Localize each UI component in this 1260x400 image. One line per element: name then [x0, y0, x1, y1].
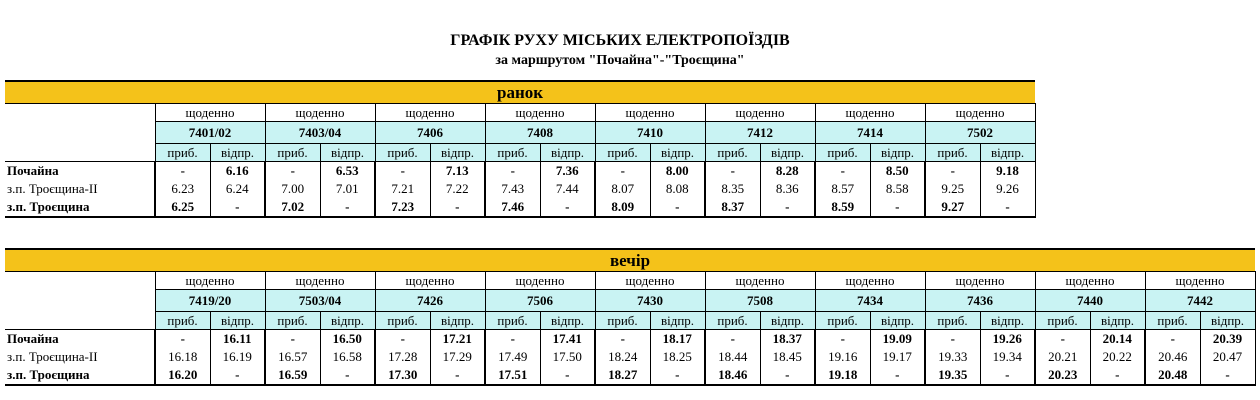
frequency-cell: щоденно — [925, 104, 1035, 122]
departure-time: 20.14 — [1090, 330, 1145, 349]
train-number-cell: 7410 — [595, 122, 705, 144]
arrival-time: 7.02 — [265, 198, 320, 217]
arrival-label: приб. — [1145, 312, 1200, 330]
departure-time: 8.00 — [650, 162, 705, 181]
frequency-cell: щоденно — [595, 272, 705, 290]
arrival-time: - — [595, 162, 650, 181]
arrival-label: приб. — [485, 312, 540, 330]
departure-label: відпр. — [870, 312, 925, 330]
morning-band-row — [5, 81, 1035, 104]
arrival-time: 7.23 — [375, 198, 430, 217]
departure-label: відпр. — [980, 144, 1035, 162]
departure-label: відпр. — [430, 144, 485, 162]
evening-heading: вечір — [5, 249, 1255, 272]
arrival-time: 16.57 — [265, 348, 320, 366]
departure-time: 17.41 — [540, 330, 595, 349]
morning-train-label-cell — [5, 122, 155, 144]
arrival-time: - — [815, 330, 870, 349]
departure-time: - — [870, 366, 925, 385]
arrival-time: 6.25 — [155, 198, 210, 217]
arrival-time: - — [925, 330, 980, 349]
departure-time: - — [540, 366, 595, 385]
arrival-time: 20.21 — [1035, 348, 1090, 366]
departure-time: - — [870, 198, 925, 217]
departure-label: відпр. — [320, 144, 375, 162]
departure-time: 19.26 — [980, 330, 1035, 349]
train-number-cell: 7442 — [1145, 290, 1255, 312]
arrival-time: 17.51 — [485, 366, 540, 385]
arrival-time: - — [375, 162, 430, 181]
departure-time: 7.01 — [320, 180, 375, 198]
evening-band-row — [5, 249, 1255, 272]
arrival-time: 19.35 — [925, 366, 980, 385]
train-number-cell: 7403/04 — [265, 122, 375, 144]
arrival-time: 17.49 — [485, 348, 540, 366]
arrival-time: 20.46 — [1145, 348, 1200, 366]
arrival-time: 20.23 — [1035, 366, 1090, 385]
departure-time: 17.50 — [540, 348, 595, 366]
departure-label: відпр. — [650, 312, 705, 330]
arrival-time: 16.59 — [265, 366, 320, 385]
arrival-time: 8.37 — [705, 198, 760, 217]
departure-time: 18.45 — [760, 348, 815, 366]
arrival-label: приб. — [1035, 312, 1090, 330]
departure-time: - — [760, 198, 815, 217]
departure-time: 19.34 — [980, 348, 1035, 366]
departure-time: - — [430, 198, 485, 217]
arrival-time: - — [925, 162, 980, 181]
evening-row-troieshchyna2 — [5, 348, 1255, 366]
departure-time: - — [430, 366, 485, 385]
arrival-time: 16.20 — [155, 366, 210, 385]
arrival-time: 9.27 — [925, 198, 980, 217]
arrival-label: приб. — [925, 144, 980, 162]
frequency-cell: щоденно — [485, 104, 595, 122]
morning-schedule-table — [5, 80, 1036, 218]
arrival-time: 19.16 — [815, 348, 870, 366]
frequency-cell: щоденно — [925, 272, 1035, 290]
departure-label: відпр. — [1200, 312, 1255, 330]
arrival-label: приб. — [265, 312, 320, 330]
departure-time: 19.09 — [870, 330, 925, 349]
departure-time: - — [1090, 366, 1145, 385]
arrival-time: 8.07 — [595, 180, 650, 198]
arrival-time: 17.28 — [375, 348, 430, 366]
departure-label: відпр. — [320, 312, 375, 330]
departure-time: 8.28 — [760, 162, 815, 181]
train-number-cell: 7426 — [375, 290, 485, 312]
train-number-cell: 7401/02 — [155, 122, 265, 144]
departure-time: 16.58 — [320, 348, 375, 366]
frequency-cell: щоденно — [705, 104, 815, 122]
arrival-time: 8.57 — [815, 180, 870, 198]
station-name-troieshchyna2: з.п. Троєщина-ІІ — [7, 181, 98, 196]
arrival-time: 9.25 — [925, 180, 980, 198]
frequency-cell: щоденно — [815, 272, 925, 290]
arrival-time: - — [265, 330, 320, 349]
morning-frequency-label-cell — [5, 104, 155, 122]
train-number-cell: 7414 — [815, 122, 925, 144]
arrival-time: - — [155, 162, 210, 181]
arrival-time: 8.59 — [815, 198, 870, 217]
departure-time: 8.50 — [870, 162, 925, 181]
departure-time: 18.25 — [650, 348, 705, 366]
departure-time: 6.24 — [210, 180, 265, 198]
arrival-time: - — [1145, 330, 1200, 349]
departure-time: 20.22 — [1090, 348, 1145, 366]
arrival-time: 18.46 — [705, 366, 760, 385]
train-number-cell: 7506 — [485, 290, 595, 312]
frequency-cell: щоденно — [485, 272, 595, 290]
departure-time: - — [540, 198, 595, 217]
morning-row-pochaina — [5, 162, 1035, 181]
departure-time: 20.39 — [1200, 330, 1255, 349]
arrival-time: - — [485, 162, 540, 181]
arrival-label: приб. — [485, 144, 540, 162]
arrival-label: приб. — [375, 312, 430, 330]
departure-time: 16.19 — [210, 348, 265, 366]
arrival-time: - — [815, 162, 870, 181]
departure-time: - — [980, 366, 1035, 385]
arrival-time: 17.30 — [375, 366, 430, 385]
departure-time: - — [650, 198, 705, 217]
morning-arrival-departure-row — [5, 144, 1035, 162]
departure-label: відпр. — [430, 312, 485, 330]
frequency-cell: щоденно — [595, 104, 705, 122]
arrival-label: приб. — [815, 144, 870, 162]
arrival-time: - — [155, 330, 210, 349]
arrival-label: приб. — [595, 144, 650, 162]
arrival-time: 7.00 — [265, 180, 320, 198]
arrival-time: - — [265, 162, 320, 181]
frequency-cell: щоденно — [815, 104, 925, 122]
morning-heading: ранок — [5, 81, 1035, 104]
arrival-time: 16.18 — [155, 348, 210, 366]
departure-time: 8.08 — [650, 180, 705, 198]
departure-time: 20.47 — [1200, 348, 1255, 366]
departure-time: 7.13 — [430, 162, 485, 181]
departure-time: 17.21 — [430, 330, 485, 349]
train-number-cell: 7412 — [705, 122, 815, 144]
morning-row-troieshchyna2 — [5, 180, 1035, 198]
arrival-time: 19.33 — [925, 348, 980, 366]
station-name-troieshchyna: з.п. Троєщина — [5, 366, 155, 385]
departure-time: - — [320, 198, 375, 217]
departure-label: відпр. — [760, 144, 815, 162]
train-number-cell: 7436 — [925, 290, 1035, 312]
arrival-time: 20.48 — [1145, 366, 1200, 385]
station-name-troieshchyna2: з.п. Троєщина-ІІ — [7, 349, 98, 364]
evening-train-label-cell — [5, 290, 155, 312]
departure-time: 7.36 — [540, 162, 595, 181]
departure-time: 7.22 — [430, 180, 485, 198]
station-name-pochaina: Почайна — [5, 162, 155, 181]
station-name-pochaina: Почайна — [5, 330, 155, 349]
arrival-label: приб. — [925, 312, 980, 330]
departure-label: відпр. — [540, 312, 595, 330]
morning-row-troieshchyna — [5, 198, 1035, 217]
arrival-time: 19.18 — [815, 366, 870, 385]
train-number-cell: 7440 — [1035, 290, 1145, 312]
arrival-time: 18.24 — [595, 348, 650, 366]
departure-label: відпр. — [210, 144, 265, 162]
evening-ad-label-cell — [5, 312, 155, 330]
arrival-time: - — [705, 162, 760, 181]
departure-time: - — [760, 366, 815, 385]
frequency-cell: щоденно — [265, 104, 375, 122]
departure-time: 18.37 — [760, 330, 815, 349]
departure-time: 7.44 — [540, 180, 595, 198]
departure-time: - — [210, 198, 265, 217]
departure-time: - — [320, 366, 375, 385]
frequency-cell: щоденно — [1145, 272, 1255, 290]
departure-label: відпр. — [980, 312, 1035, 330]
arrival-label: приб. — [705, 312, 760, 330]
evening-arrival-departure-row — [5, 312, 1255, 330]
train-number-cell: 7430 — [595, 290, 705, 312]
evening-row-pochaina — [5, 330, 1255, 349]
departure-time: 9.18 — [980, 162, 1035, 181]
arrival-label: приб. — [155, 312, 210, 330]
arrival-time: 18.27 — [595, 366, 650, 385]
departure-label: відпр. — [1090, 312, 1145, 330]
arrival-label: приб. — [155, 144, 210, 162]
departure-label: відпр. — [760, 312, 815, 330]
evening-row-troieshchyna — [5, 366, 1255, 385]
departure-label: відпр. — [870, 144, 925, 162]
frequency-cell: щоденно — [265, 272, 375, 290]
arrival-time: - — [705, 330, 760, 349]
frequency-cell: щоденно — [705, 272, 815, 290]
morning-ad-label-cell — [5, 144, 155, 162]
arrival-label: приб. — [815, 312, 870, 330]
departure-time: 19.17 — [870, 348, 925, 366]
arrival-time: 6.23 — [155, 180, 210, 198]
departure-time: 8.58 — [870, 180, 925, 198]
train-number-cell: 7434 — [815, 290, 925, 312]
frequency-cell: щоденно — [155, 272, 265, 290]
evening-schedule-table — [5, 248, 1256, 386]
page-title: ГРАФІК РУХУ МІСЬКИХ ЕЛЕКТРОПОЇЗДІВ — [450, 32, 790, 49]
evening-train-number-row — [5, 290, 1255, 312]
train-number-cell: 7508 — [705, 290, 815, 312]
train-number-cell: 7406 — [375, 122, 485, 144]
departure-time: 16.50 — [320, 330, 375, 349]
train-number-cell: 7408 — [485, 122, 595, 144]
arrival-time: 8.09 — [595, 198, 650, 217]
arrival-time: 7.46 — [485, 198, 540, 217]
arrival-time: 7.43 — [485, 180, 540, 198]
arrival-label: приб. — [705, 144, 760, 162]
evening-frequency-label-cell — [5, 272, 155, 290]
departure-time: 9.26 — [980, 180, 1035, 198]
departure-label: відпр. — [540, 144, 595, 162]
departure-time: - — [650, 366, 705, 385]
arrival-label: приб. — [375, 144, 430, 162]
departure-label: відпр. — [650, 144, 705, 162]
departure-time: 18.17 — [650, 330, 705, 349]
evening-frequency-row — [5, 272, 1255, 290]
arrival-time: - — [595, 330, 650, 349]
departure-time: 6.53 — [320, 162, 375, 181]
frequency-cell: щоденно — [375, 272, 485, 290]
frequency-cell: щоденно — [1035, 272, 1145, 290]
arrival-time: - — [375, 330, 430, 349]
departure-label: відпр. — [210, 312, 265, 330]
train-number-cell: 7419/20 — [155, 290, 265, 312]
arrival-time: 7.21 — [375, 180, 430, 198]
departure-time: 6.16 — [210, 162, 265, 181]
morning-frequency-row — [5, 104, 1035, 122]
frequency-cell: щоденно — [155, 104, 265, 122]
arrival-time: 8.35 — [705, 180, 760, 198]
arrival-time: 18.44 — [705, 348, 760, 366]
arrival-label: приб. — [265, 144, 320, 162]
departure-time: - — [980, 198, 1035, 217]
arrival-time: - — [485, 330, 540, 349]
train-number-cell: 7503/04 — [265, 290, 375, 312]
departure-time: 8.36 — [760, 180, 815, 198]
departure-time: 17.29 — [430, 348, 485, 366]
train-number-cell: 7502 — [925, 122, 1035, 144]
departure-time: - — [1200, 366, 1255, 385]
departure-time: - — [210, 366, 265, 385]
arrival-label: приб. — [595, 312, 650, 330]
station-name-troieshchyna: з.п. Троєщина — [5, 198, 155, 217]
page-subtitle: за маршрутом "Почайна"-"Троєщина" — [495, 53, 745, 68]
arrival-time: - — [1035, 330, 1090, 349]
morning-train-number-row — [5, 122, 1035, 144]
frequency-cell: щоденно — [375, 104, 485, 122]
departure-time: 16.11 — [210, 330, 265, 349]
